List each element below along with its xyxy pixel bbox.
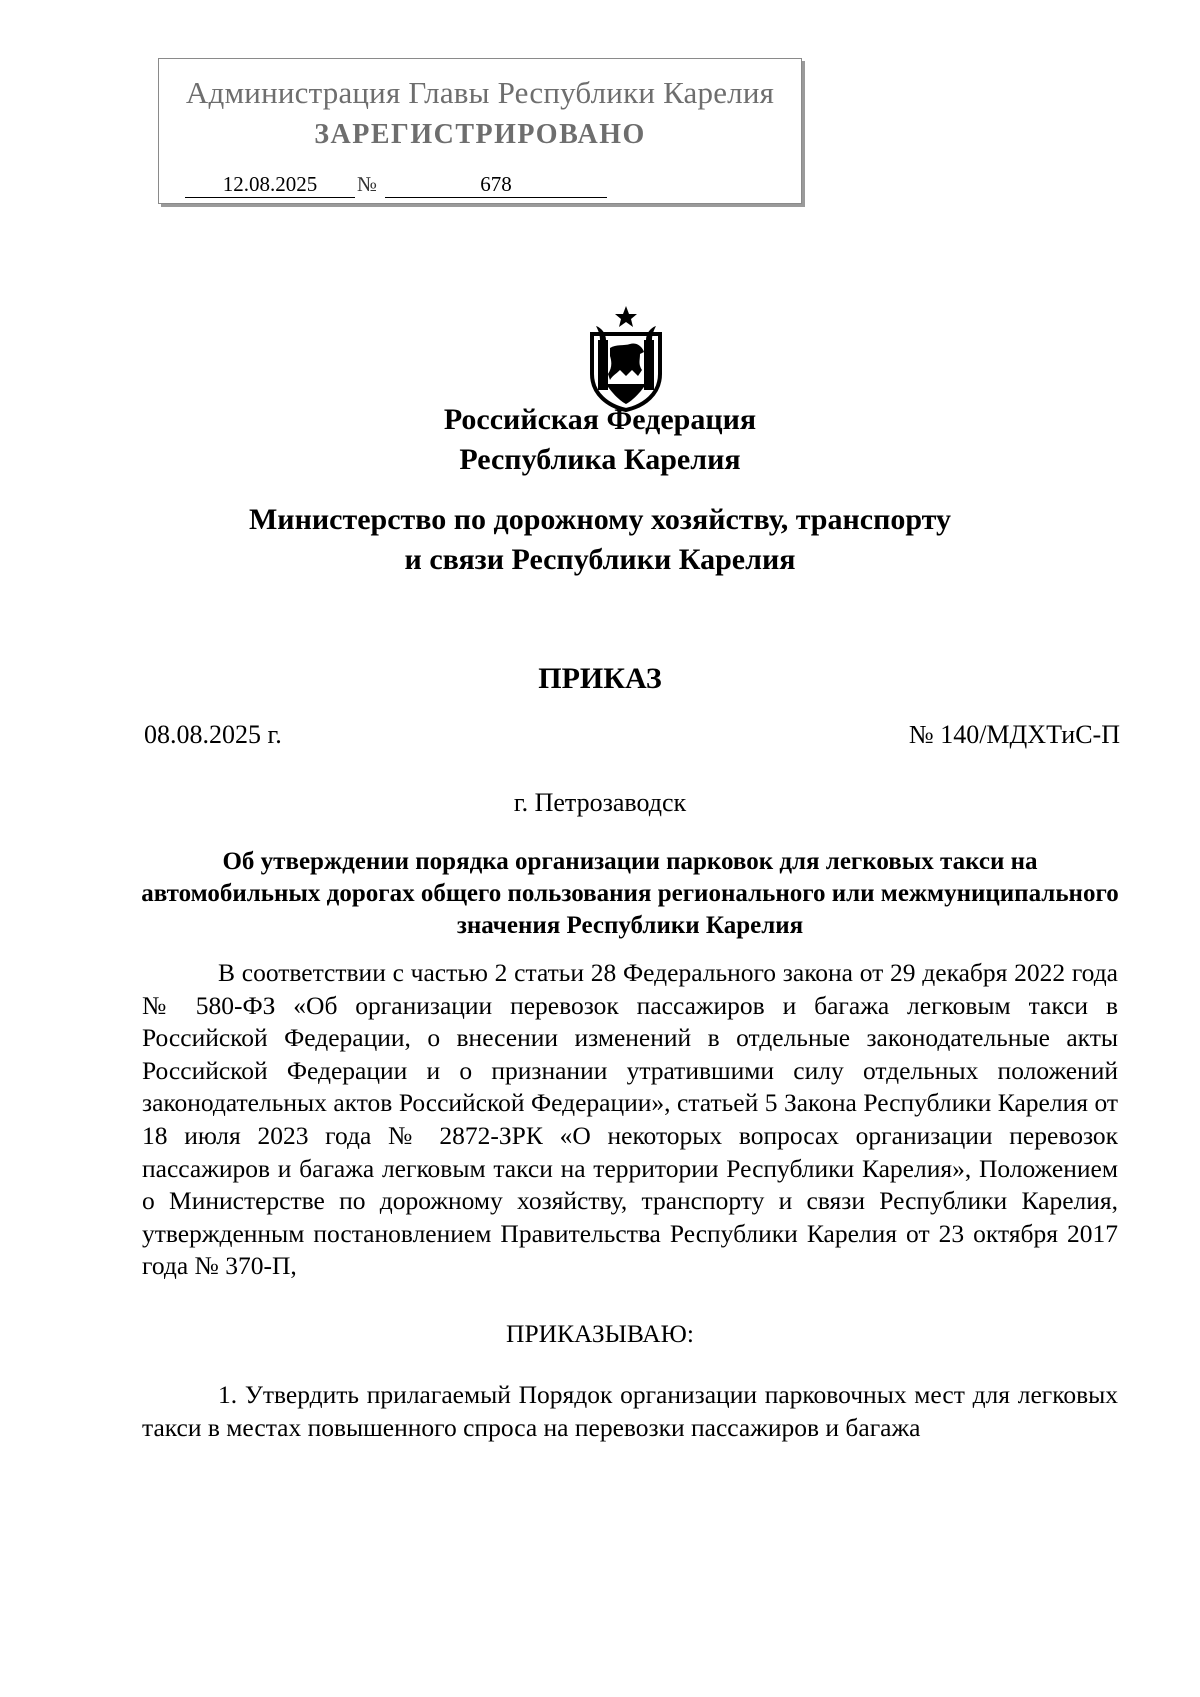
stamp-number-sign: №	[357, 172, 378, 196]
registration-stamp	[158, 58, 802, 204]
document-type: ПРИКАЗ	[538, 662, 662, 695]
region-name: Республика Карелия	[459, 443, 741, 476]
stamp-organization: Администрация Главы Республики Карелия	[185, 75, 775, 110]
document-city: г. Петрозаводск	[513, 788, 687, 817]
ministry-name-line-2: и связи Республики Карелия	[404, 543, 796, 576]
order-item-1	[142, 1379, 1118, 1444]
document-date: 08.08.2025 г.	[144, 720, 282, 749]
document-preamble	[142, 957, 1118, 1283]
stamp-date: 12.08.2025	[185, 171, 355, 198]
document-number: № 140/МДХТиС-П	[908, 720, 1120, 749]
ministry-name-line-1: Министерство по дорожному хозяйству, транспорту	[248, 503, 952, 536]
stamp-number: 678	[385, 171, 607, 198]
order-item-1-text: 1. Утвердить прилагаемый Порядок организации парковочных мест для легковых такси в местах повышенного спроса на перевозки пассажиров и багажа	[142, 1380, 1118, 1442]
preamble-text: В соответствии с частью 2 статьи 28 Федерального закона от 29 декабря 2022 года № 580-ФЗ «Об организации перевозок пассажиров и багажа легковым такси в Российской Федерации, о внесении изменений в отдельные законодательные акты Российской Федерации и о признании утратившими силу отдельных положений законодательных актов Российской Федерации», статьей 5 Закона Республики Карелия от 18 июля 2023 года № 2872-ЗРК «О некоторых вопросах организации перевозок пассажиров и багажа легковым такси на территории Республики Карелия», Положением о Министерстве по дорожному хозяйству, транспорту и связи Республики Карелия, утвержденным постановлением Правительства Республики Карелия от 23 октября 2017 года № 370-П,	[142, 958, 1118, 1281]
document-title: Об утверждении порядка организации парковок для легковых такси на автомобильных дорогах общего пользования регионального или межмуниципального значения Республики Карелия	[141, 848, 1119, 939]
karelia-coat-of-arms-icon	[586, 304, 666, 412]
order-word: ПРИКАЗЫВАЮ:	[506, 1319, 694, 1348]
stamp-status: ЗАРЕГИСТРИРОВАНО	[314, 119, 646, 150]
country-name: Российская Федерация	[443, 403, 757, 436]
